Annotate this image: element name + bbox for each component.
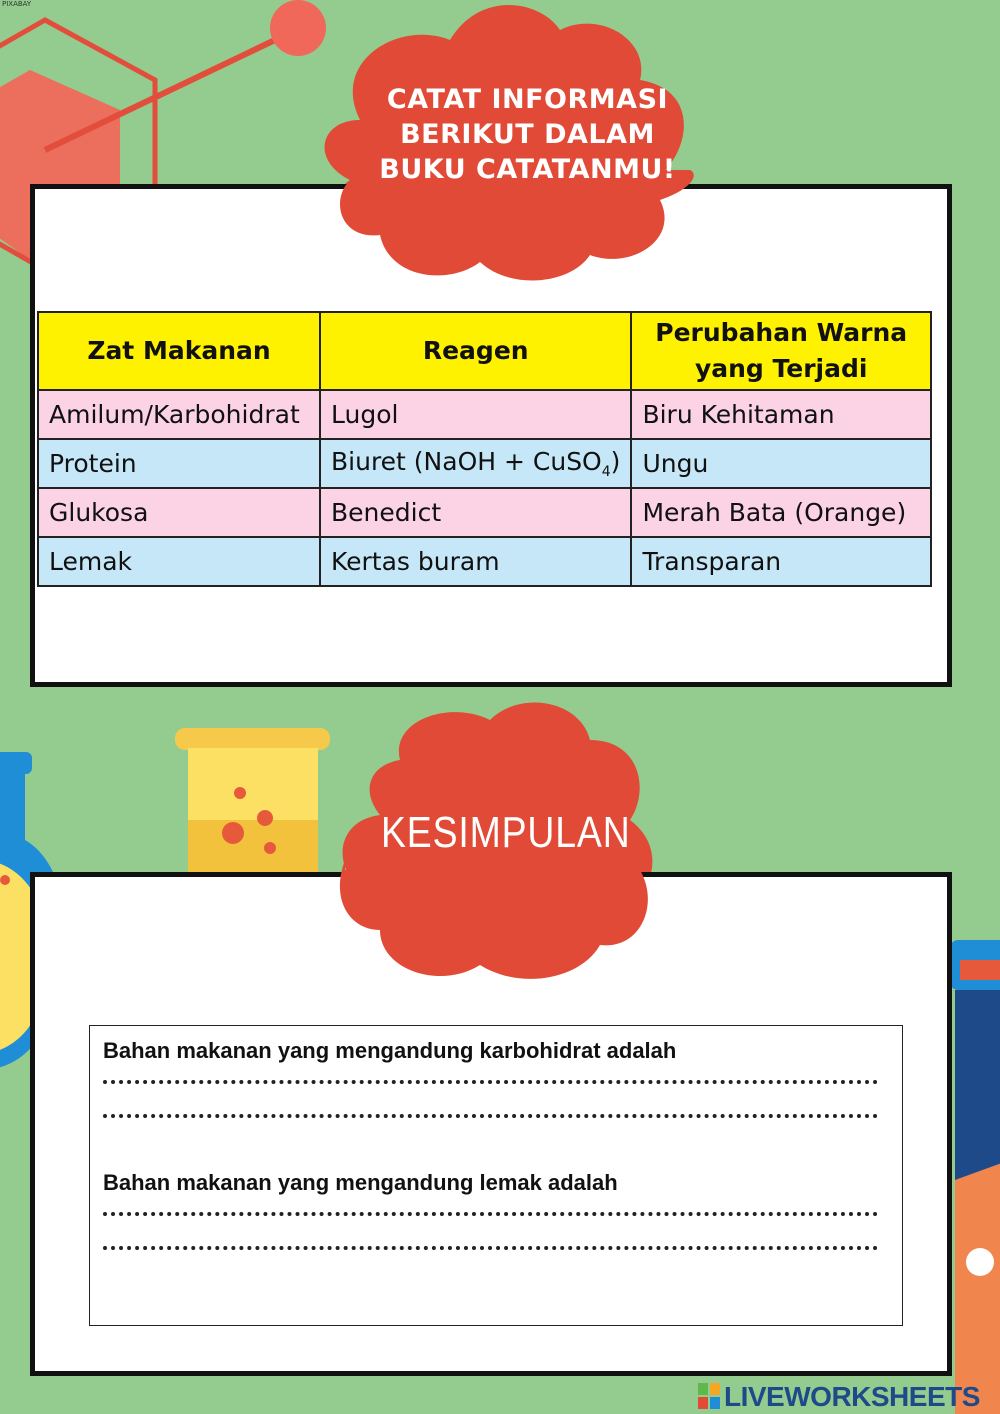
cell-reagen: Kertas buram bbox=[320, 537, 631, 586]
answer-line-karbohidrat-2[interactable] bbox=[103, 1114, 878, 1118]
table-row bbox=[38, 488, 931, 537]
food-test-table bbox=[37, 311, 932, 587]
reagen-tail: ) bbox=[610, 447, 621, 476]
table-row bbox=[38, 439, 931, 488]
header-reagen: Reagen bbox=[320, 312, 631, 390]
answer-line-karbohidrat-1[interactable] bbox=[103, 1080, 878, 1084]
answer-line-lemak-1[interactable] bbox=[103, 1212, 878, 1216]
question-lemak: Bahan makanan yang mengandung lemak adalah bbox=[103, 1170, 618, 1195]
cell-zat: Glukosa bbox=[38, 488, 320, 537]
cell-warna: Ungu bbox=[631, 439, 931, 488]
instruction-heading: CATAT INFORMASI BERIKUT DALAM BUKU CATATANMU! bbox=[379, 84, 676, 185]
cell-zat: Lemak bbox=[38, 537, 320, 586]
answer-line-lemak-2[interactable] bbox=[103, 1246, 878, 1250]
cell-reagen bbox=[320, 439, 631, 488]
header-zat-makanan: Zat Makanan bbox=[38, 312, 320, 390]
table-header-row bbox=[38, 312, 931, 390]
question-karbohidrat: Bahan makanan yang mengandung karbohidrat adalah bbox=[103, 1038, 677, 1063]
reagen-subscript: 4 bbox=[601, 464, 611, 480]
table-row bbox=[38, 390, 931, 439]
cell-reagen: Benedict bbox=[320, 488, 631, 537]
cell-zat: Protein bbox=[38, 439, 320, 488]
liveworksheets-watermark[interactable]: LIVEWORKSHEETS bbox=[724, 1381, 980, 1412]
conclusion-answer-box bbox=[89, 1025, 903, 1326]
liveworksheets-logo-icon bbox=[698, 1383, 720, 1409]
conclusion-heading: KESIMPULAN bbox=[381, 808, 631, 857]
pixabay-logo: PIXABAY bbox=[2, 0, 32, 8]
cell-warna: Biru Kehitaman bbox=[631, 390, 931, 439]
cell-zat: Amilum/Karbohidrat bbox=[38, 390, 320, 439]
table-row bbox=[38, 537, 931, 586]
cell-warna: Transparan bbox=[631, 537, 931, 586]
cell-reagen: Lugol bbox=[320, 390, 631, 439]
cell-warna: Merah Bata (Orange) bbox=[631, 488, 931, 537]
header-perubahan-warna: Perubahan Warna yang Terjadi bbox=[631, 312, 931, 390]
reagen-text: Biuret (NaOH + CuSO bbox=[331, 447, 602, 476]
